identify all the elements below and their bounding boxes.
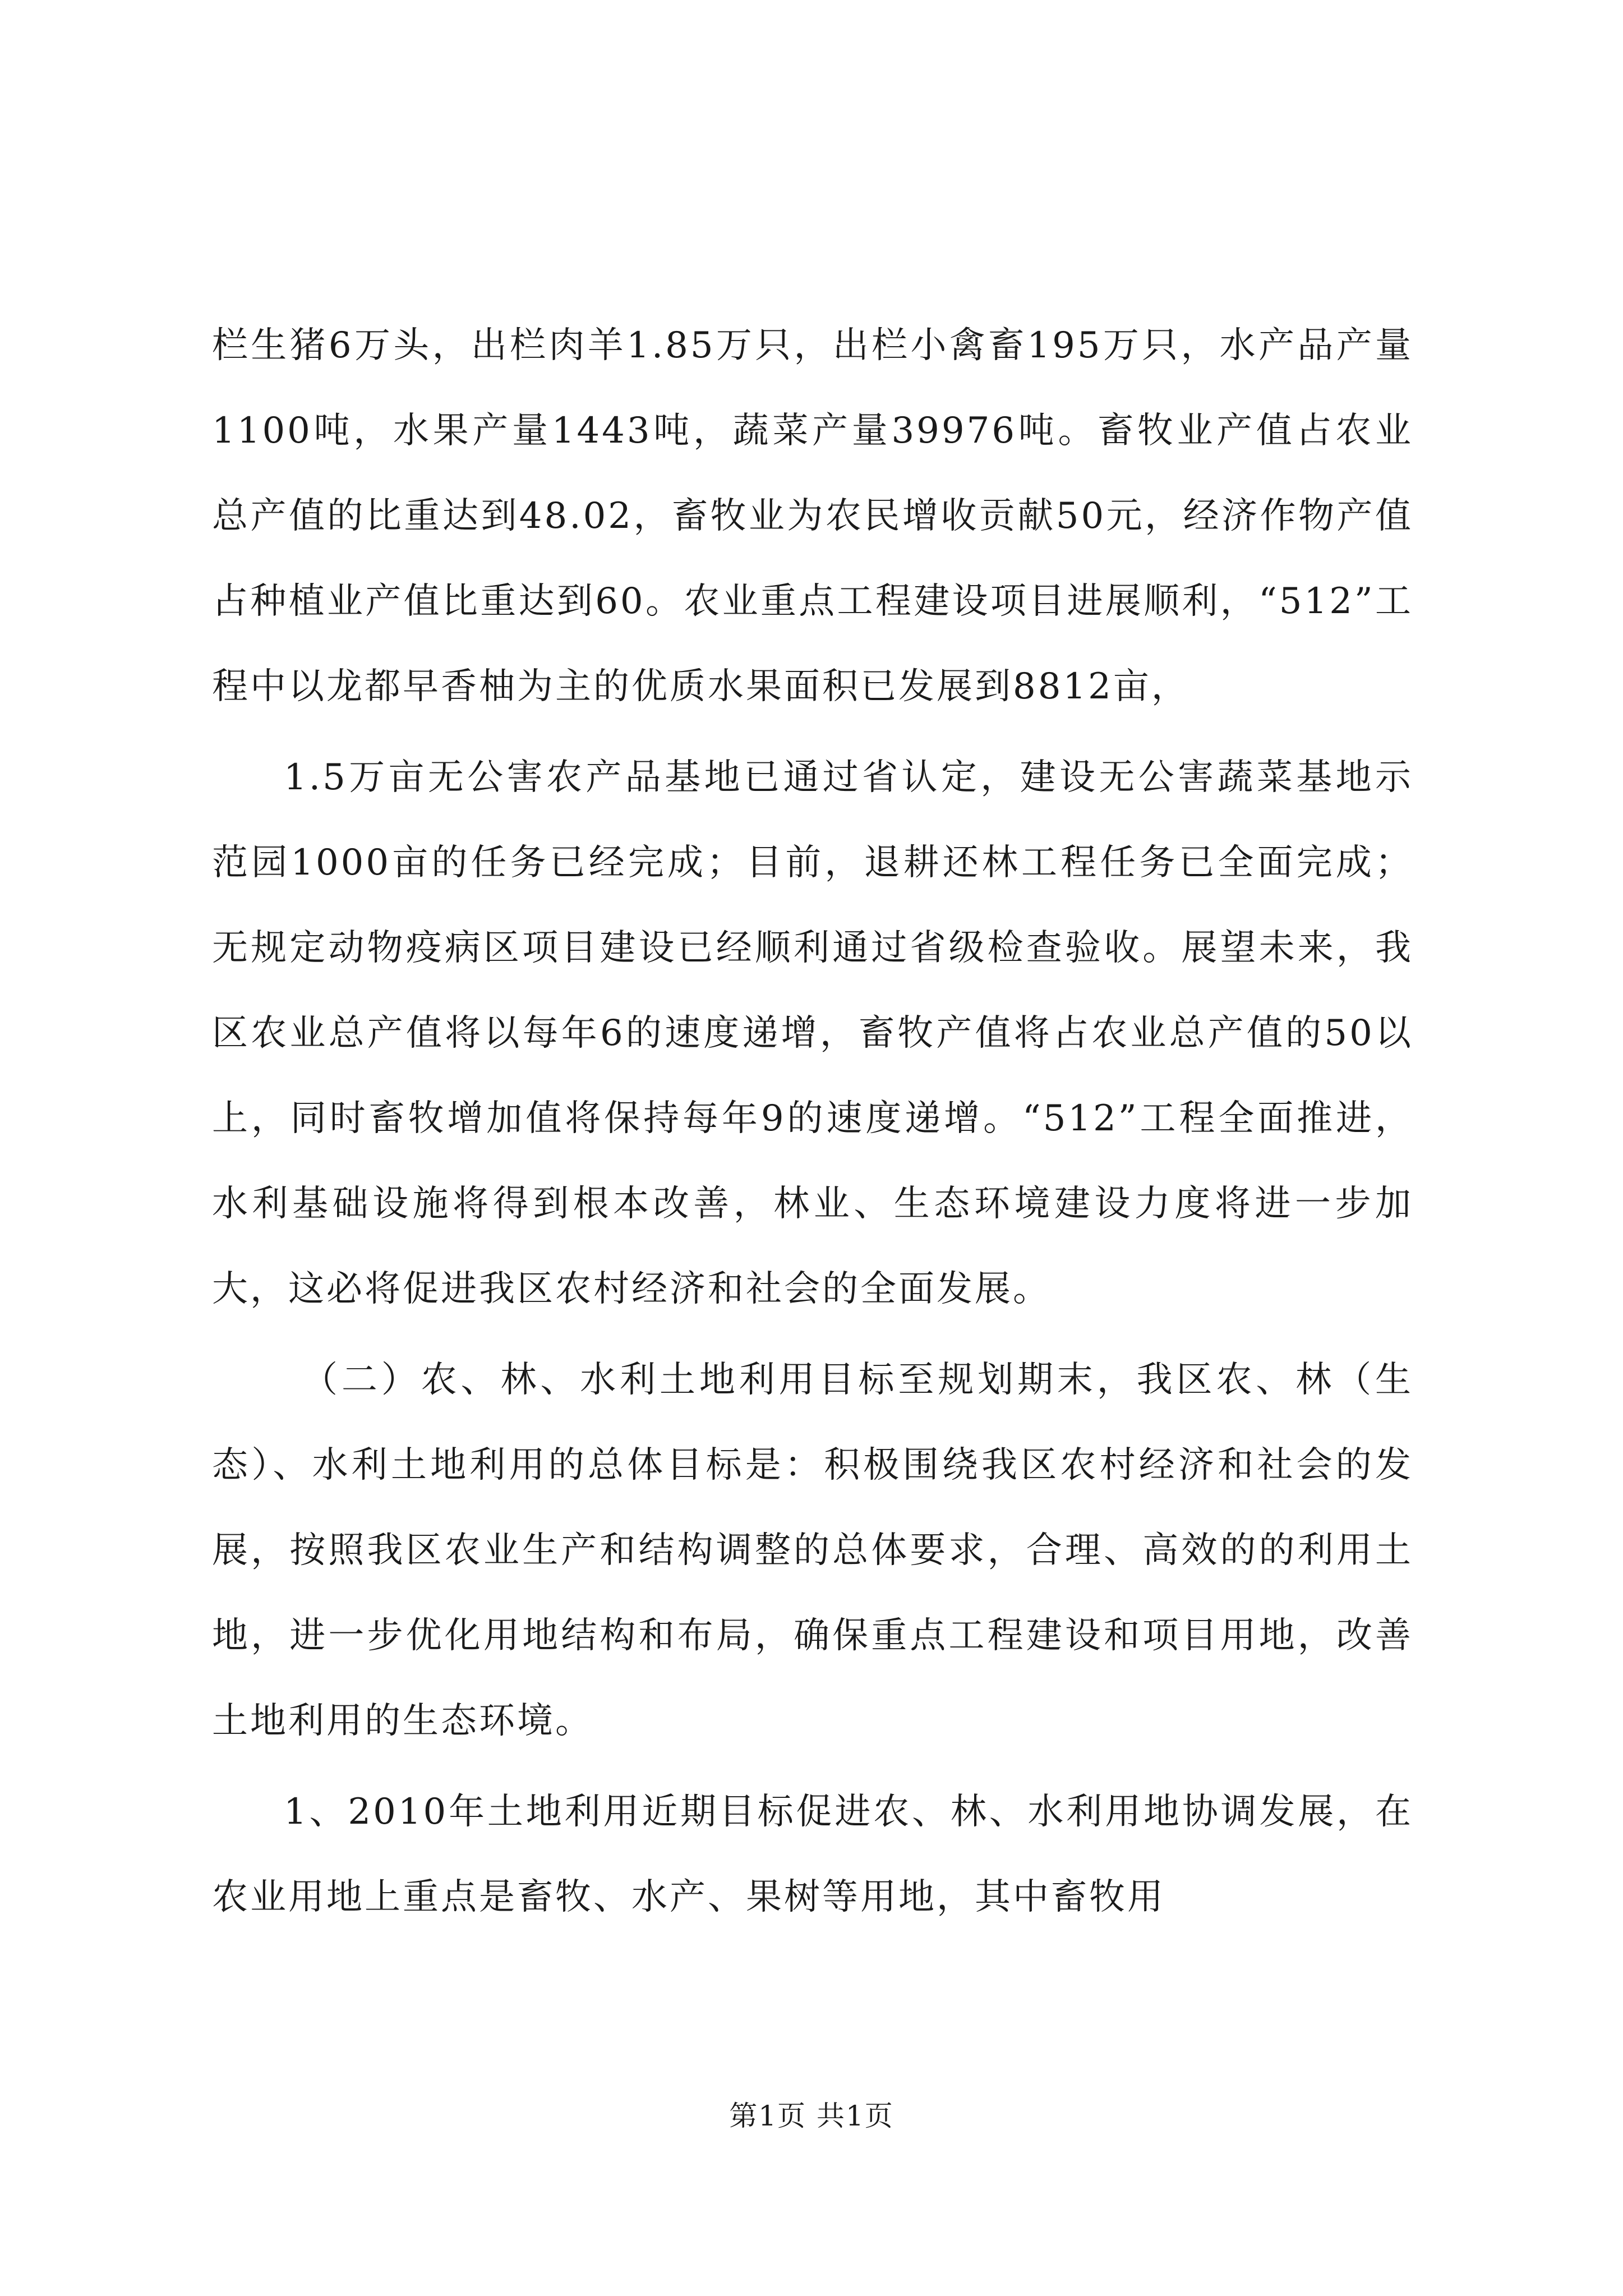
- page-number-footer: 第1页 共1页: [729, 2100, 894, 2132]
- paragraph-2: 1.5万亩无公害农产品基地已通过省认定，建设无公害蔬菜基地示范园1000亩的任务已经完成；目前，退耕还林工程任务已全面完成；无规定动物疫病区项目建设已经顺利通过省级检查验收。展望未来，我区农业总产值将以每年6的速度递增，畜牧产值将占农业总产值的50以上，同时畜牧增加值将保持每年9的速度递增。“512”工程全面推进，水利基础设施将得到根本改善，林业、生态环境建设力度将进一步加大，这必将促进我区农村经济和社会的全面发展。: [212, 757, 1413, 1310]
- paragraph-1: 栏生猪6万头，出栏肉羊1.85万只，出栏小禽畜195万只，水产品产量1100吨，水果产量1443吨，蔬菜产量39976吨。畜牧业产值占农业总产值的比重达到48.02，畜牧业为农民增收贡献50元，经济作物产值占种植业产值比重达到60。农业重点工程建设项目进展顺利，“512”工程中以龙都早香柚为主的优质水果面积已发展到8812亩，: [212, 325, 1413, 707]
- paragraph-3: （二）农、林、水利土地利用目标至规划期末，我区农、林（生态）、水利土地利用的总体目标是：积极围绕我区农村经济和社会的发展，按照我区农业生产和结构调整的总体要求，合理、高效的的利用土地，进一步优化用地结构和布局，确保重点工程建设和项目用地，改善土地利用的生态环境。: [212, 1359, 1413, 1742]
- body-text: [212, 303, 1413, 1940]
- paragraph-4: 1、2010年土地利用近期目标促进农、林、水利用地协调发展，在农业用地上重点是畜牧、水产、果树等用地，其中畜牧用: [212, 1791, 1413, 1918]
